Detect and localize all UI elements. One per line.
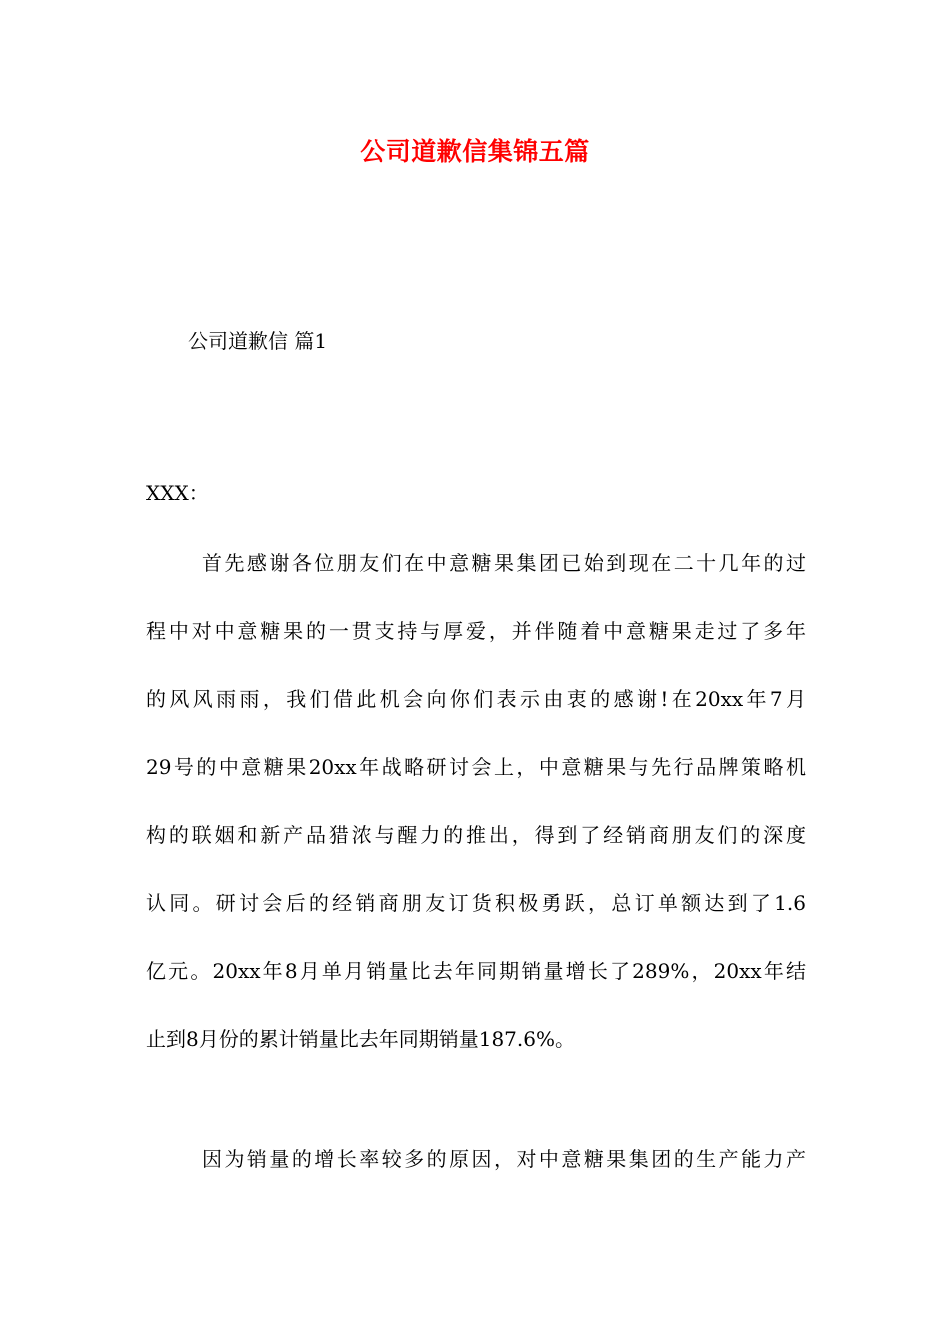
section-heading: 公司道歉信 篇1 xyxy=(188,329,328,353)
paragraph-line: 止到8月份的累计销量比去年同期销量187.6%。 xyxy=(146,1027,575,1051)
paragraph-line: 因为销量的增长率较多的原因，对中意糖果集团的生产能力产 xyxy=(202,1147,806,1171)
paragraph-line: 的风风雨雨，我们借此机会向你们表示由衷的感谢!在20xx年7月 xyxy=(146,687,806,711)
salutation: XXX： xyxy=(146,481,209,505)
paragraph-2 xyxy=(146,1144,806,1212)
document-title: 公司道歉信集锦五篇 xyxy=(360,137,590,166)
paragraph-line: 构的联姻和新产品猎浓与醒力的推出，得到了经销商朋友们的深度 xyxy=(146,823,806,847)
paragraph-1 xyxy=(146,548,806,1092)
paragraph-line: 认同。研讨会后的经销商朋友订货积极勇跃，总订单额达到了1.6 xyxy=(146,891,806,915)
paragraph-line: 29号的中意糖果20xx年战略研讨会上，中意糖果与先行品牌策略机 xyxy=(146,755,806,779)
paragraph-line: 程中对中意糖果的一贯支持与厚爱，并伴随着中意糖果走过了多年 xyxy=(146,619,806,643)
paragraph-line: 亿元。20xx年8月单月销量比去年同期销量增长了289%，20xx年结 xyxy=(146,959,806,983)
paragraph-line: 首先感谢各位朋友们在中意糖果集团已始到现在二十几年的过 xyxy=(202,551,806,575)
